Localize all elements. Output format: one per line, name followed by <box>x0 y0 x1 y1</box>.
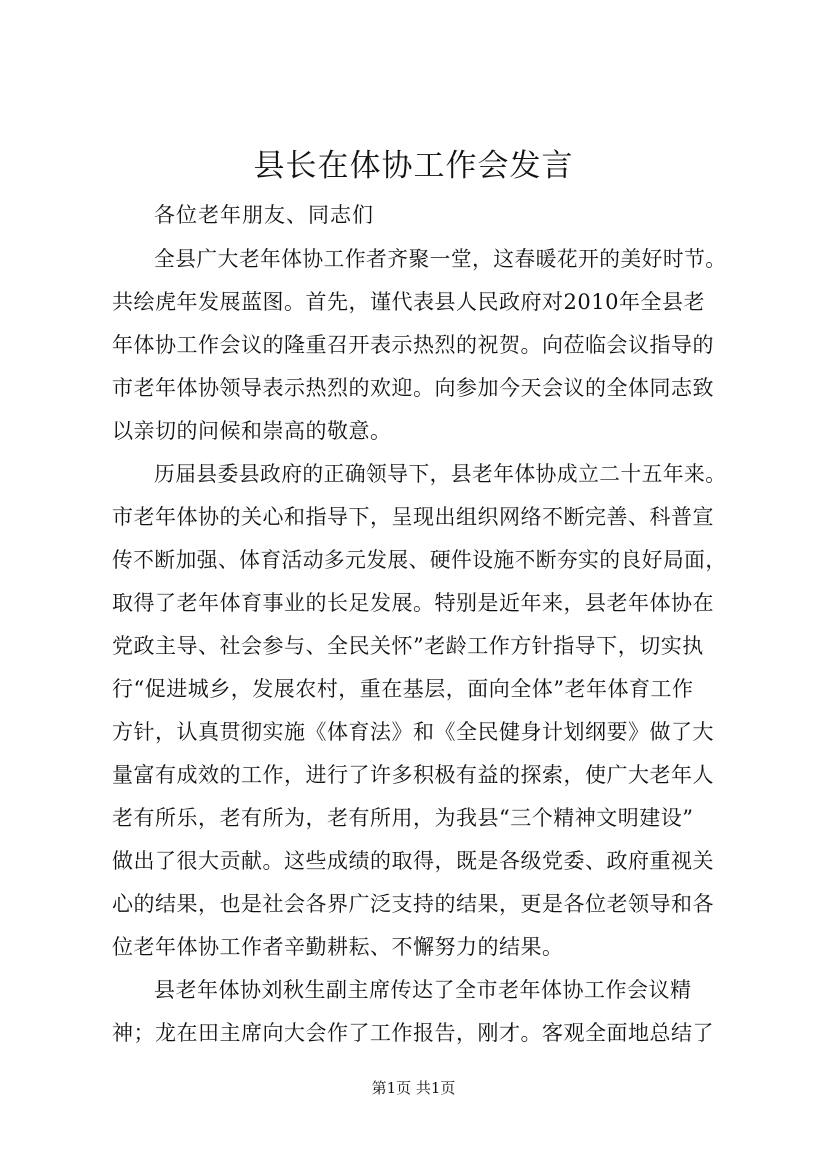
paragraph-line: 共绘虎年发展蓝图。首先，谨代表县人民政府对2010年全县老 <box>112 290 705 314</box>
paragraph-line: 老有所乐，老有所为，老有所用，为我县“三个精神文明建设” <box>112 806 694 830</box>
greeting-line: 各位老年朋友、同志们 <box>154 203 374 227</box>
paragraph-line: 方针，认真贯彻实施《体育法》和《全民健身计划纲要》做了大 <box>112 720 714 744</box>
paragraph-line: 县老年体协刘秋生副主席传达了全市老年体协工作会议精 <box>154 978 692 1002</box>
document-title: 县长在体协工作会发言 <box>253 148 574 184</box>
paragraph-line: 做出了很大贡献。这些成绩的取得，既是各级党委、政府重视关 <box>112 849 714 873</box>
paragraph-line: 历届县委县政府的正确领导下，县老年体协成立二十五年来。 <box>154 462 727 486</box>
paragraph-line: 年体协工作会议的隆重召开表示热烈的祝贺。向莅临会议指导的 <box>112 333 714 357</box>
paragraph-line: 以亲切的问候和崇高的敬意。 <box>112 419 392 443</box>
paragraph-line: 党政主导、社会参与、全民关怀”老龄工作方针指导下，切实执 <box>112 634 704 658</box>
page-footer: 第1页 共1页 <box>371 1079 456 1097</box>
paragraph-line: 传不断加强、体育活动多元发展、硬件设施不断夯实的良好局面， <box>112 548 727 572</box>
paragraph-line: 行“促进城乡，发展农村，重在基层，面向全体”老年体育工作 <box>112 677 694 701</box>
paragraph-line: 量富有成效的工作，进行了许多积极有益的探索，使广大老年人 <box>112 763 714 787</box>
paragraph-line: 市老年体协领导表示热烈的欢迎。向参加今天会议的全体同志致 <box>112 376 714 400</box>
paragraph-line: 全县广大老年体协工作者齐聚一堂，这春暖花开的美好时节。 <box>154 247 727 271</box>
paragraph-line: 取得了老年体育事业的长足发展。特别是近年来，县老年体协在 <box>112 591 714 615</box>
paragraph-line: 市老年体协的关心和指导下，呈现出组织网络不断完善、科普宣 <box>112 505 714 529</box>
paragraph-line: 位老年体协工作者辛勤耕耘、不懈努力的结果。 <box>112 935 564 959</box>
paragraph-line: 心的结果，也是社会各界广泛支持的结果，更是各位老领导和各 <box>112 892 714 916</box>
paragraph-line: 神；龙在田主席向大会作了工作报告，刚才。客观全面地总结了 <box>112 1021 714 1045</box>
